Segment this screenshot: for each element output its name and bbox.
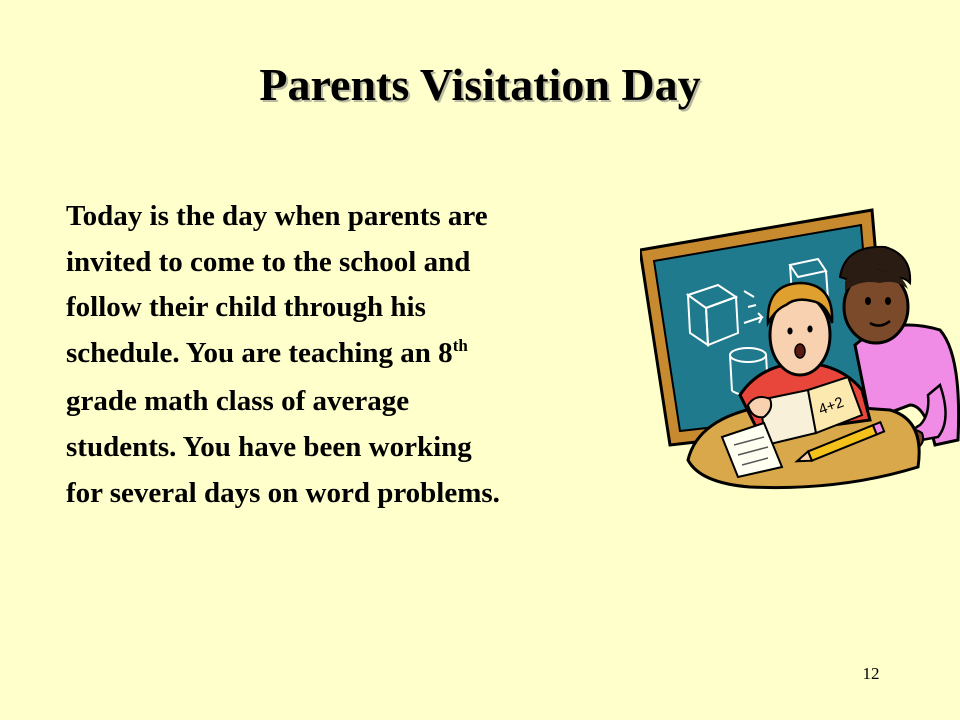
- body-line: Today is the day when parents are: [66, 200, 488, 232]
- ordinal-superscript: th: [452, 335, 468, 355]
- page-number: 12: [862, 664, 880, 683]
- body-line: follow their child through his: [66, 291, 426, 324]
- body-line: students. You have been working: [66, 430, 472, 463]
- body-line: for several days on word problems.: [66, 476, 500, 509]
- body-line: invited to come to the school and: [66, 245, 471, 278]
- body-paragraph: [66, 194, 638, 516]
- paper-math-text: 4+2: [816, 393, 847, 419]
- slide-title: Parents Visitation Day: [259, 59, 701, 110]
- body-line: grade math class of average: [66, 385, 410, 418]
- classroom-students-clipart: [640, 205, 960, 495]
- body-line: schedule. You are teaching an 8th: [66, 335, 468, 369]
